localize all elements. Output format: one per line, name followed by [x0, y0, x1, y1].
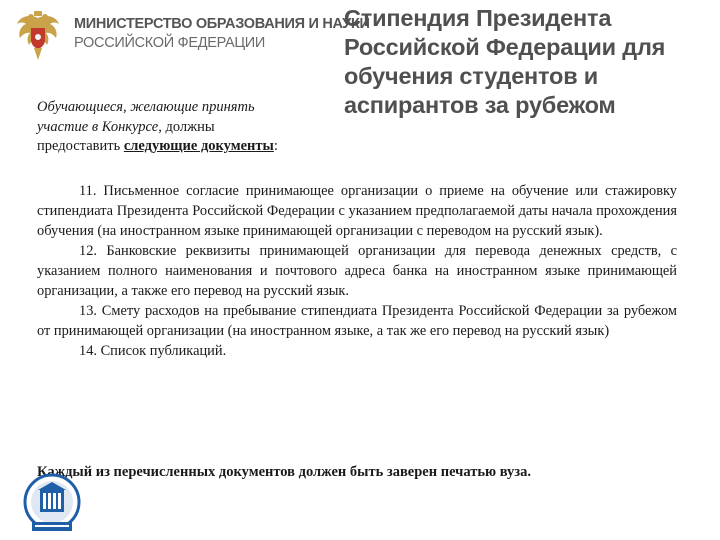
list-item: 14. Список публикаций.: [79, 343, 227, 359]
document-list: [37, 181, 677, 361]
intro-plain: должны: [161, 118, 215, 135]
intro-plain-2: предоставить: [37, 138, 124, 154]
coat-of-arms-icon: [14, 10, 62, 62]
final-note: Каждый из перечисленных документов должен быть заверен печатью вуза.: [37, 464, 531, 480]
university-logo-icon: [18, 472, 86, 534]
title-line: аспирантов за рубежом: [344, 92, 616, 118]
title-line: Стипендия Президента: [344, 5, 612, 31]
title-line: Российской Федерации для: [344, 34, 666, 60]
list-item: 12. Банковские реквизиты принимающей организации для перевода денежных средств, с указанием полного наименования и почтового адреса банка на иностранном языке принимающей организации, а также его перевод на русский язык.: [37, 243, 677, 299]
list-item: 11. Письменное согласие принимающее организации о приеме на обучение или стажировку стипендиата Президента Российской Федерации с указанием предполагаемой даты начала прохождения обучения (на иностранном языке принимающей организации с переводом на русский язык).: [37, 183, 677, 239]
ministry-header: [14, 10, 370, 62]
ministry-name-line1: МИНИСТЕРСТВО ОБРАЗОВАНИЯ И НАУКИ: [74, 16, 370, 32]
intro-colon: :: [273, 138, 278, 154]
page-title: [344, 4, 714, 120]
intro-text: [37, 98, 337, 157]
title-line: обучения студентов и: [344, 63, 599, 89]
intro-italic-2: участие в Конкурсе,: [37, 118, 162, 135]
ministry-name-line2: РОССИЙСКОЙ ФЕДЕРАЦИИ: [74, 35, 266, 51]
list-item: 13. Смету расходов на пребывание стипендиата Президента Российской Федерации за рубежом от принимающей организации (на иностранном языке, а так же его перевод на русский язык): [37, 303, 677, 339]
intro-italic-1: Обучающиеся, желающие принять: [37, 99, 255, 115]
intro-bold: следующие документы: [123, 138, 274, 154]
